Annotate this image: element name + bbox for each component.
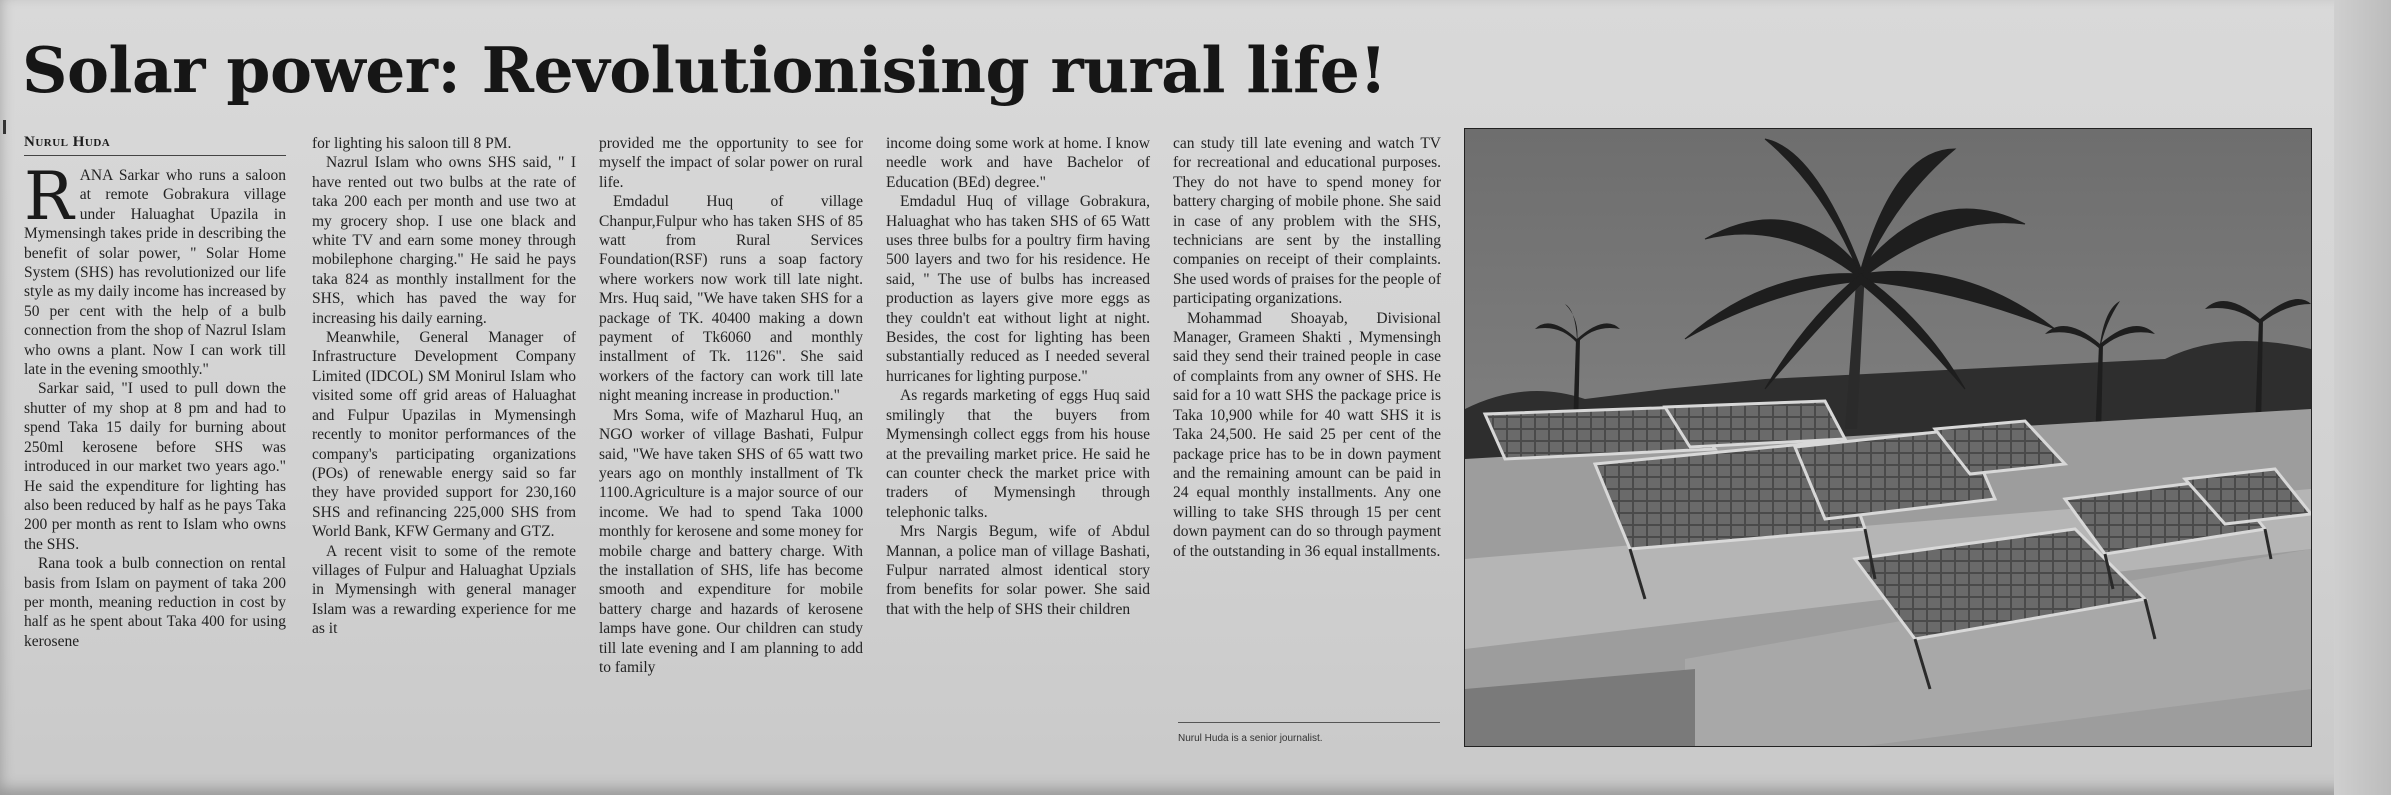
paragraph: Emdadul Huq of village Chanpur,Fulpur who has taken SHS of 85 watt from Rural Services Foundation(RSF) runs a soap factory where workers now work till late night. Mrs. Huq said, "We have taken SHS for a package of TK. 40400 making a down payment of Tk6060 and monthly installment of Tk. 1126". She said workers of the factory can work till late night meaning increase in production." bbox=[599, 193, 863, 405]
paragraph: for lighting his saloon till 8 PM. bbox=[312, 135, 512, 152]
article-column-4 bbox=[886, 134, 1150, 619]
photo-illustration bbox=[1465, 129, 2311, 746]
paragraph: Meanwhile, General Manager of Infrastructure Development Company Limited (IDCOL) SM Monirul Islam who visited some off grid areas of Haluaghat and Fulpur Upazilas in Mymensingh recently to monitor performances of the company's participating organizations (POs) of renewable energy said so far they have provided support for 230,160 SHS and refinancing 225,000 SHS from World Bank, KFW Germany and GTZ. bbox=[312, 329, 576, 541]
headline: Solar power: Revolutionising rural life! bbox=[22, 33, 1387, 107]
paragraph: Mohammad Shoayab, Divisional Manager, Grameen Shakti , Mymensingh said they send their trained people in case of complaints from any owner of SHS. He said for a 10 watt SHS the package price is Taka 10,900 while for 40 watt SHS it is Taka 24,500. He said 25 per cent of the package price has to be in down payment and the remaining amount can be paid in 24 equal monthly installments. Any one willing to take SHS through 15 per cent down payment can do so through payment of the outstanding in 36 equal installments. bbox=[1173, 309, 1441, 560]
article-column-1 bbox=[24, 158, 286, 651]
paragraph-text: ANA Sarkar who runs a saloon at remote Gobrakura village under Haluaghat Upazila in Mymensingh takes pride in describing the benefit of solar power, " Solar Home System (SHS) has revolutionized our life style as my daily income has increased by 50 per cent with the help of a bulb connection from the shop of Nazrul Islam who owns a plant. Now I can work till late in the evening smoothly." bbox=[24, 167, 286, 379]
paragraph: Emdadul Huq of village Gobrakura, Haluaghat who has taken SHS of 65 Watt uses three bulbs for a poultry firm having 500 layers and two for his residence. He said, " The use of bulbs has increased production as layers give more eggs as they couldn't eat without light at night. Besides, the cost for lighting has been substantially reduced as I needed several hurricanes for lighting purpose." bbox=[886, 193, 1150, 385]
author-credit: Nurul Huda is a senior journalist. bbox=[1178, 733, 1323, 744]
article-column-5 bbox=[1173, 134, 1441, 561]
paragraph: A recent visit to some of the remote villages of Fulpur and Haluaghat Upzials in Mymensingh with general manager Islam was a rewarding experience for me as it bbox=[312, 542, 576, 638]
page-gutter bbox=[2334, 0, 2391, 795]
drop-cap: R bbox=[24, 158, 74, 235]
paragraph: Mrs Soma, wife of Mazharul Huq, an NGO worker of village Bashati, Fulpur said, "We have taken SHS of 65 watt two years ago on monthly installment of Tk 1100.Agriculture is a major source of our income. We had to spend Taka 1000 monthly for kerosene and some money for mobile charge and battery charge. With the installation of SHS, life has become smooth and expenditure for mobile battery charge and hazards of kerosene lamps have gone. Our children can study till late evening and I am planning to add to family bbox=[599, 406, 863, 676]
article-column-3 bbox=[599, 134, 863, 677]
edge-mark bbox=[3, 120, 6, 134]
paragraph: income doing some work at home. I know needle work and have Bachelor of Education (BEd) degree." bbox=[886, 135, 1150, 191]
paragraph: As regards marketing of eggs Huq said smilingly that the buyers from Mymensingh collect eggs from his house at the prevailing market price. He said he can counter check the market price with traders of Mymensingh through telephonic talks. bbox=[886, 387, 1150, 521]
solar-panels-photo bbox=[1464, 128, 2312, 747]
paragraph: provided me the opportunity to see for myself the impact of solar power on rural life. bbox=[599, 135, 863, 191]
paragraph: Nazrul Islam who owns SHS said, " I have rented out two bulbs at the rate of taka 200 each per month and use two at my grocery shop. I use one black and white TV and earn some money through mobilephone charging." He said he pays taka 824 as monthly installment for the SHS, which has paved the way for increasing his daily earning. bbox=[312, 154, 576, 327]
paragraph bbox=[24, 158, 286, 379]
byline-text: Nurul Huda bbox=[24, 134, 111, 150]
paragraph: Mrs Nargis Begum, wife of Abdul Mannan, a police man of village Bashati, Fulpur narrated almost identical story from benefits for solar power. She said that with the help of SHS their children bbox=[886, 523, 1150, 618]
credit-rule bbox=[1178, 722, 1440, 723]
article-column-2 bbox=[312, 134, 576, 639]
paragraph: Sarkar said, "I used to pull down the shutter of my shop at 8 pm and had to spend Taka 15 daily for burning about 250ml kerosene before SHS was introduced in our market two years ago." He said the expenditure for lighting has also been reduced by half as he pays Taka 200 per month as rent to Islam who owns the SHS. bbox=[24, 380, 286, 553]
byline bbox=[24, 134, 286, 156]
paragraph: can study till late evening and watch TV for recreational and educational purposes. They do not have to spend money for battery charging of mobile phone. She said in case of any problem with the SHS, technicians are sent by the installing companies on receipt of their complaints. She used words of praises for the people of participating organizations. bbox=[1173, 135, 1441, 308]
paragraph: Rana took a bulb connection on rental basis from Islam on payment of taka 200 per month, meaning reduction in cost by half as he spent about Taka 400 for using kerosene bbox=[24, 555, 286, 650]
